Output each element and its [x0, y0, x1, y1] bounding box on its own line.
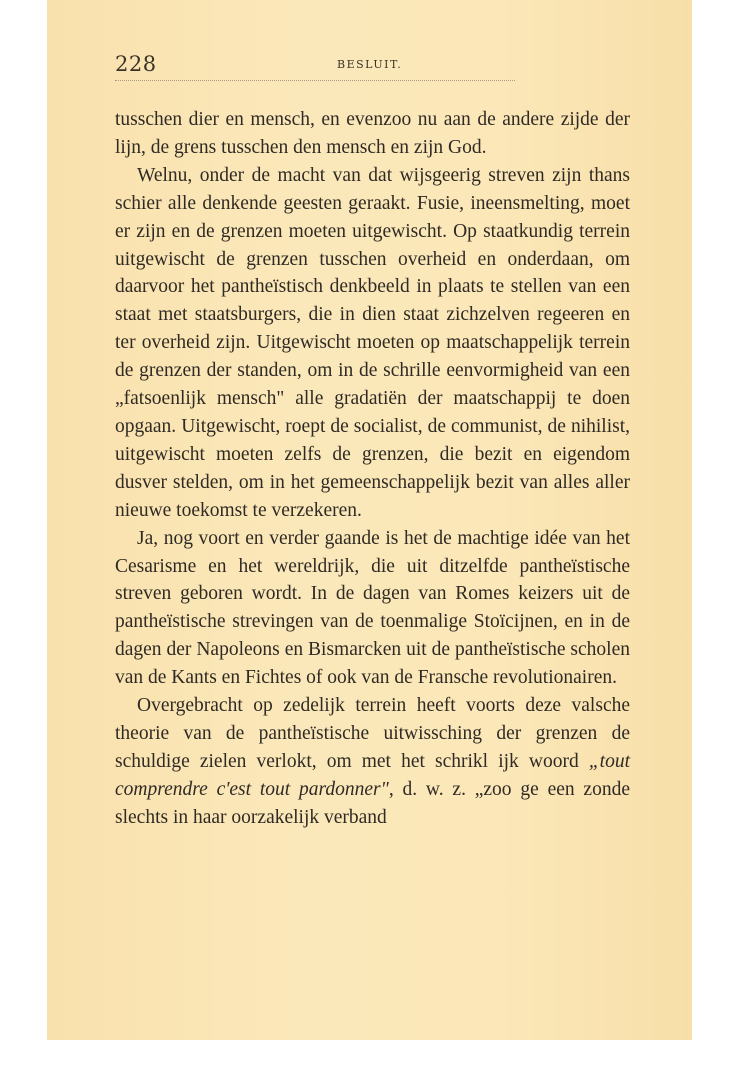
header-rule: [115, 80, 515, 81]
page-number: 228: [115, 52, 157, 76]
paragraph-4-continuation: , d. w. z. „zoo ge een zonde slechts in haar oorzakelijk verband: [115, 778, 630, 828]
paragraph-4-text: Overgebracht op zedelijk terrein heeft voorts deze valsche theorie van de pantheïstische uitwissching der grenzen de schuldige zielen verlokt, om met het schrikl ijk woord: [115, 695, 630, 772]
body-text: [115, 106, 630, 832]
paragraph-3: Ja, nog voort en verder gaande is het de machtige idée van het Cesarisme en het wereldrijk, die uit ditzelfde pantheïstische streven geboren wordt. In de dagen van Romes keizers uit de pantheïstische strevingen van de toenmalige Stoïcijnen, en in de dagen der Napoleons en Bismarcken uit de pantheïstische scholen van de Kants en Fichtes of ook van de Fransche revolutionairen.: [115, 527, 630, 689]
paragraph-2: Welnu, onder de macht van dat wijsgeerig streven zijn thans schier alle denkende geesten geraakt. Fusie, ineensmelting, moet er zijn en de grenzen moeten uitgewischt. Op staatkundig terrein uitgewischt de grenzen tusschen overheid en onderdaan, om daarvoor het pantheïstisch denkbeeld in plaats te stellen van een staat met staatsburgers, die in dien staat zichzelven regeeren en ter overheid zijn. Uitgewischt moeten op maatschappelijk terrein de grenzen der standen, om in de schrille eenvormigheid van een „fatsoenlijk mensch" alle gradatiën der maatschappij te doen opgaan. Uitgewischt, roept de socialist, de communist, de nihilist, uitgewischt moeten zelfs de grenzen, die bezit en eigendom dusver stelden, om in het gemeenschappelijk bezit van alles aller nieuwe toekomst te verzekeren.: [115, 164, 630, 521]
paragraph-4: [115, 692, 630, 832]
running-title: BESLUIT.: [337, 58, 403, 71]
page-header: [115, 52, 630, 82]
paragraph-1: tusschen dier en mensch, en evenzoo nu aan de andere zijde der lijn, de grens tusschen den mensch en zijn God.: [115, 109, 630, 158]
french-quote: „tout comprendre c'est tout pardonner": [115, 750, 630, 800]
